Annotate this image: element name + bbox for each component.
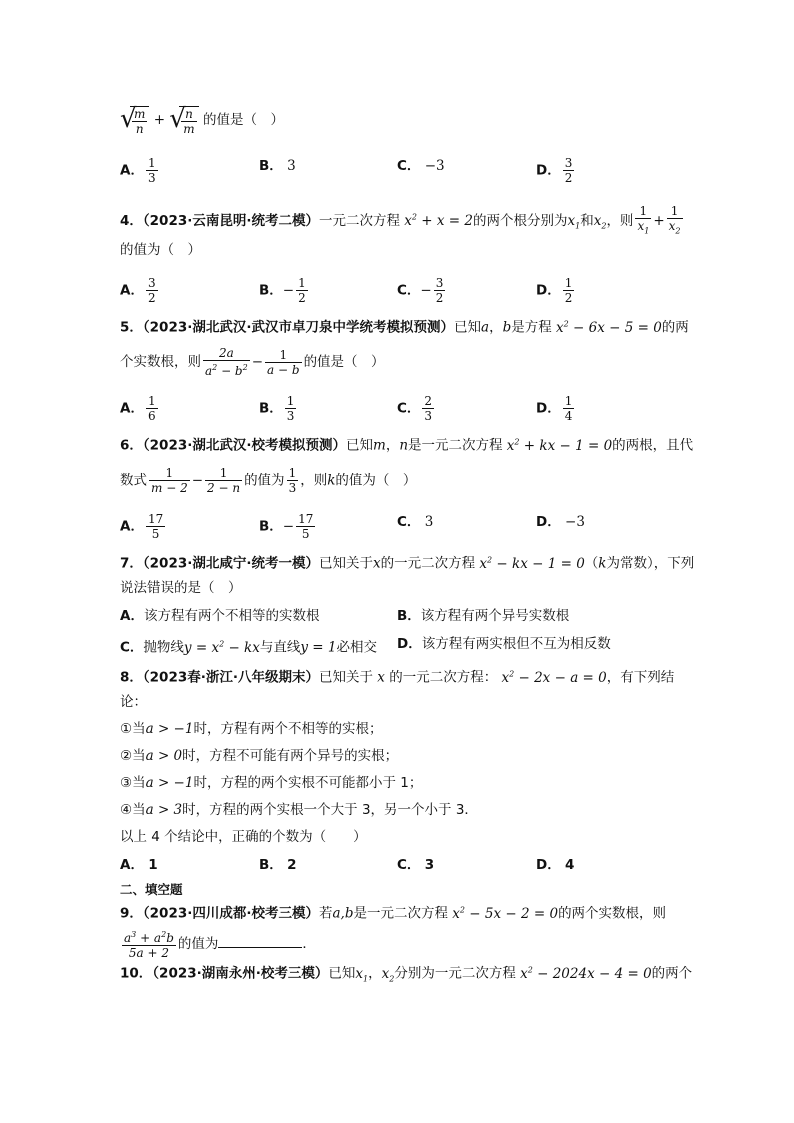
q4-line1: 4．（2023·云南昆明·统考二模）一元二次方程 $x^2 + x = 2$的两个根分别为$x_1$和$x_2$，则 $\frac{1}{x_1}$ + $\frac{1}{x_2}$ [120, 204, 681, 236]
q7-option-a: A．该方程有两个不相等的实数根 [120, 608, 320, 624]
q6-line2: 数式 $\frac{1}{m - 2}$ − $\frac{1}{2 - n}$ 的值为 $\frac{1}{3}$ ，则k的值为（ ） [120, 466, 417, 495]
q8-option-b: B． 2 [259, 857, 297, 873]
q4-option-b: B．− $\frac{1}{2}$ [259, 276, 306, 305]
q9-line1: 9．（2023·四川成都·校考三模）若a,b是一元二次方程 $x^2 - 5x - 2 = 0$的两个实数根，则 [120, 905, 667, 922]
q6-option-d: D． −3 [536, 514, 585, 530]
q4-option-a: A． $\frac{3}{2}$ [120, 276, 156, 305]
q8-statement-1: ①当a > −1时，方程有两个不相等的实根； [120, 721, 383, 737]
q4-option-c: C．− $\frac{3}{2}$ [397, 276, 444, 305]
q8-statement-3: ③当a > −1时，方程的两个实根不可能都小于 1； [120, 775, 423, 791]
q8-statement-2: ②当a > 0时，方程不可能有两个异号的实根； [120, 748, 399, 764]
q8-summary: 以上 4 个结论中，正确的个数为（ ） [120, 829, 367, 845]
section-title-fill-in: 二、填空题 [120, 882, 183, 897]
q6-option-c: C． 3 [397, 514, 434, 530]
q10-line1: 10．（2023·湖南永州·校考三模）已知$x_1$，$x_2$分别为一元二次方程 $x^2 - 2024x - 4 = 0$的两个 [120, 965, 693, 984]
q7-option-c: C．抛物线$y = x^2$ − kx与直线y = 1必相交 [120, 639, 377, 656]
sqrt-n-over-m: √ $\frac{n}{m}$ [169, 104, 198, 136]
q7-line1: 7．（2023·湖北咸宁·统考一模）已知关于x的一元二次方程 $x^2$ − kx − 1 = 0（k为常数），下列 [120, 555, 695, 572]
q7-option-b: B．该方程有两个异号实数根 [397, 608, 570, 624]
q5-line2: 个实数根，则 $\frac{2a}{a^2 - b^2}$ − $\frac{1}{a - b}$ 的值是（ ） [120, 346, 385, 378]
q8-option-a: A． 1 [120, 857, 158, 873]
q5-option-b: B． $\frac{1}{3}$ [259, 394, 295, 423]
q3-option-b: B． 3 [259, 158, 296, 174]
q9-line2: $\frac{a^3 + a^2b}{5a + 2}$ 的值为 ． [124, 930, 316, 960]
q6-option-a: A． $\frac{17}{5}$ [120, 512, 164, 541]
q3-option-d: D． $\frac{3}{2}$ [536, 156, 573, 185]
sqrt-m-over-n: √ $\frac{m}{n}$ [120, 104, 149, 136]
q3-option-a: A． $\frac{1}{3}$ [120, 156, 156, 185]
q7-option-d: D．该方程有两实根但不互为相反数 [397, 636, 611, 652]
q7-line2: 说法错误的是（ ） [120, 580, 242, 596]
q5-option-c: C． $\frac{2}{3}$ [397, 394, 433, 423]
answer-blank[interactable] [218, 933, 302, 948]
q8-statement-4: ④当a > 3时，方程的两个实根一个大于 3，另一个小于 3． [120, 802, 478, 818]
q3-expression-line: √ $\frac{m}{n}$ + √ $\frac{n}{m}$ 的值是（ ） [120, 104, 284, 136]
q8-line1: 8．（2023春·浙江·八年级期末）已知关于 x 的一元二次方程： $x^2 - 2x - a = 0$，有下列结 [120, 669, 675, 686]
q4-line2: 的值为（ ） [120, 242, 201, 258]
q5-option-a: A． $\frac{1}{6}$ [120, 394, 156, 423]
q3-option-c: C． −3 [397, 158, 445, 174]
q6-line1: 6．（2023·湖北武汉·校考模拟预测）已知m，n是一元二次方程 $x^2$ + kx − 1 = 0的两根，且代 [120, 437, 694, 454]
q8-line2: 论： [120, 694, 147, 710]
q4-option-d: D． $\frac{1}{2}$ [536, 276, 573, 305]
q6-option-b: B．− $\frac{17}{5}$ [259, 512, 314, 541]
q5-option-d: D． $\frac{1}{4}$ [536, 394, 573, 423]
q8-option-c: C． 3 [397, 857, 435, 873]
q8-option-d: D． 4 [536, 857, 575, 873]
q3-text: 的值是（ ） [202, 112, 284, 128]
q5-line1: 5．（2023·湖北武汉·武汉市卓刀泉中学统考模拟预测）已知a，b是方程 $x^2 - 6x - 5 = 0$的两 [120, 319, 689, 336]
